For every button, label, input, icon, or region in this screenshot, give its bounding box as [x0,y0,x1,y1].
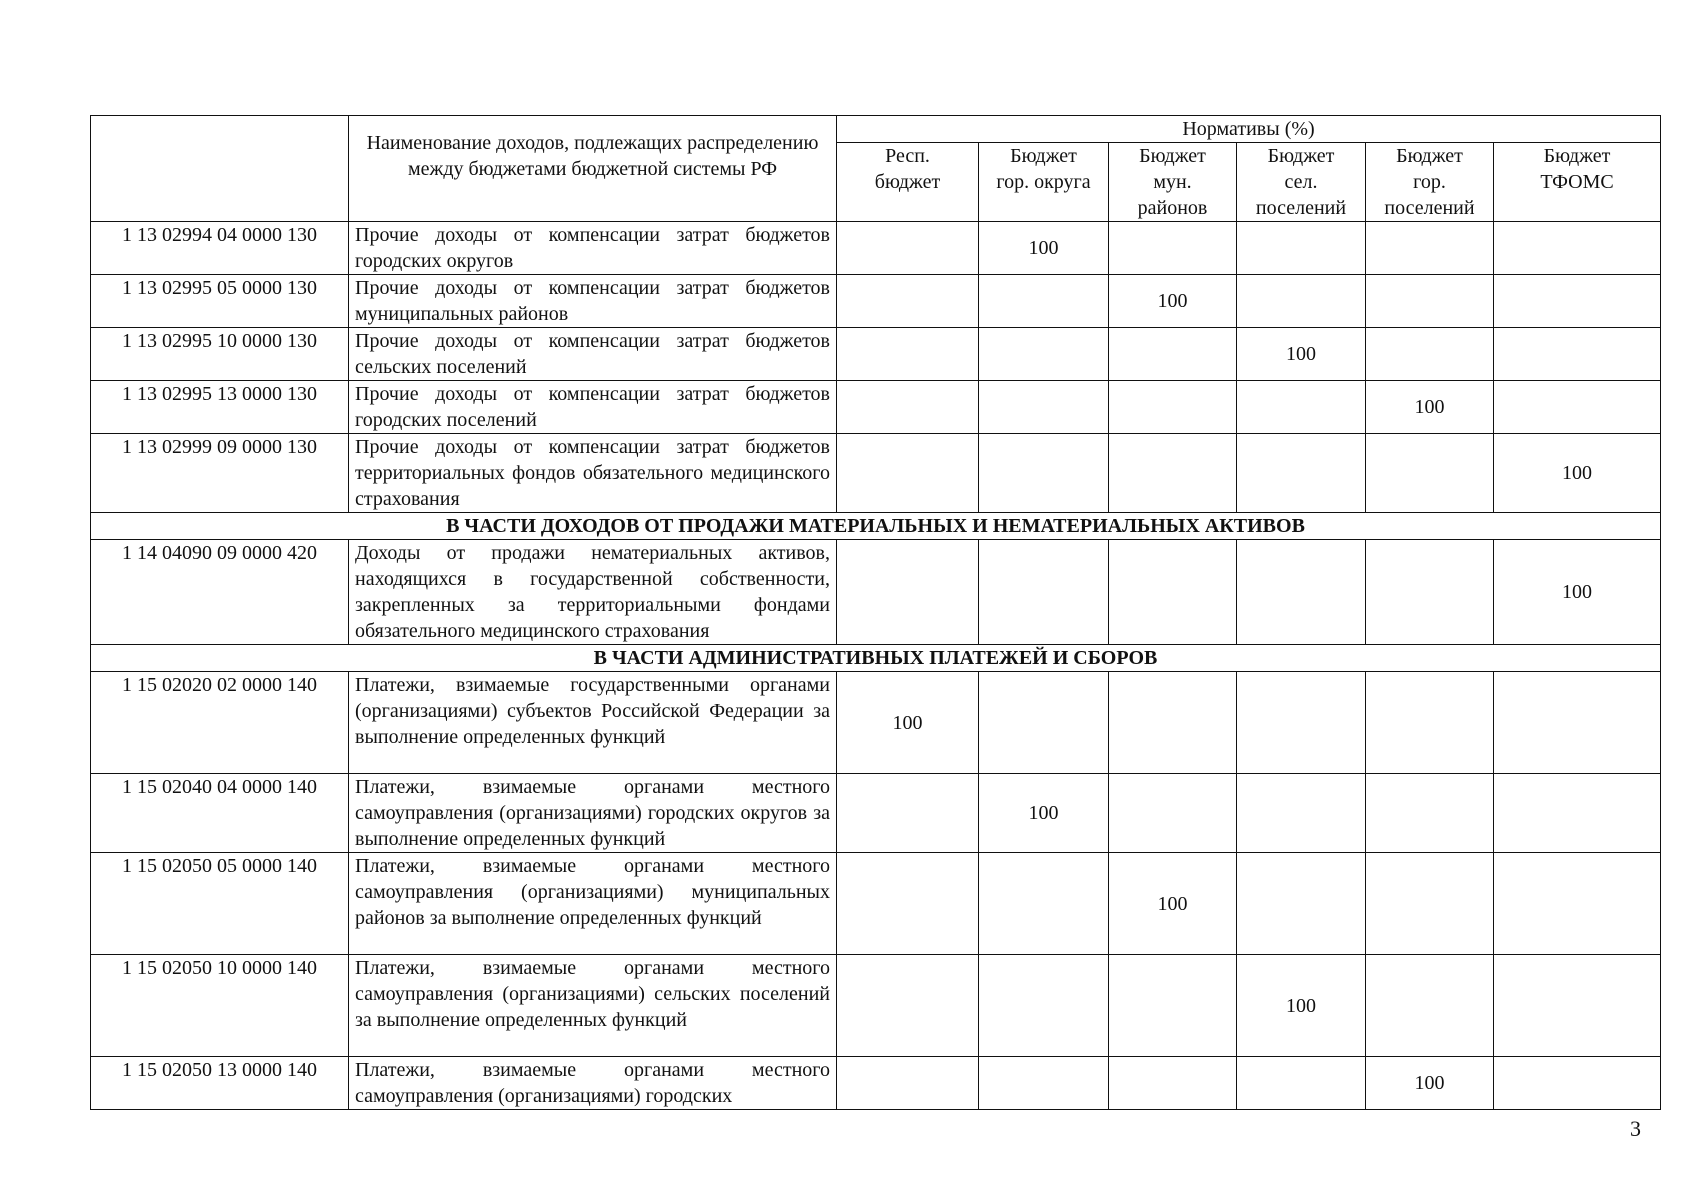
header-name-cell: Наименование доходов, подлежащих распределению между бюджетами бюджетной системы РФ [349,116,837,222]
norm-value [1494,955,1661,1057]
norm-value: 100 [979,774,1109,853]
norm-value [1366,672,1494,774]
income-name: Платежи, взимаемые органами местного самоуправления (организациями) муниципальных районов за выполнение определенных функций [349,853,837,955]
norm-value [837,381,979,434]
header-col-5 [1366,143,1494,222]
budget-norms-table [90,115,1661,1110]
norm-value: 100 [1366,381,1494,434]
norm-value [1237,434,1366,513]
header-col-text: гор. округа [996,171,1091,193]
income-name: Платежи, взимаемые органами местного самоуправления (организациями) городских [349,1057,837,1110]
header-norms-group: Нормативы (%) [837,116,1661,143]
norm-value [979,381,1109,434]
norm-value [1366,275,1494,328]
income-code: 1 15 02040 04 0000 140 [91,774,349,853]
table-row [91,1057,1661,1110]
header-col-text: поселений [1384,197,1475,219]
norm-value [1366,955,1494,1057]
table-row [91,853,1661,955]
norm-value [1494,774,1661,853]
norm-value [1366,328,1494,381]
norm-value [979,853,1109,955]
income-name: Прочие доходы от компенсации затрат бюджетов сельских поселений [349,328,837,381]
norm-value [837,222,979,275]
norm-value [837,328,979,381]
income-code: 1 15 02050 10 0000 140 [91,955,349,1057]
norm-value [979,434,1109,513]
norm-value [1366,222,1494,275]
norm-value [979,1057,1109,1110]
income-code: 1 13 02999 09 0000 130 [91,434,349,513]
norm-value: 100 [1237,955,1366,1057]
table-row [91,328,1661,381]
norm-value [1109,774,1237,853]
norm-value: 100 [1366,1057,1494,1110]
income-name: Платежи, взимаемые органами местного самоуправления (организациями) сельских поселений за выполнение определенных функций [349,955,837,1057]
norm-value [837,434,979,513]
norm-value: 100 [837,672,979,774]
table-row [91,381,1661,434]
header-col-3 [1109,143,1237,222]
income-code: 1 14 04090 09 0000 420 [91,540,349,645]
header-row-1 [91,116,1661,143]
income-code: 1 13 02994 04 0000 130 [91,222,349,275]
income-name: Платежи, взимаемые органами местного самоуправления (организациями) городских округов за выполнение определенных функций [349,774,837,853]
norm-value [979,328,1109,381]
header-col-text: поселений [1255,197,1347,219]
norm-value: 100 [1109,853,1237,955]
header-col-4 [1237,143,1366,222]
header-col-text: бюджет [874,171,941,193]
table-row [91,222,1661,275]
norm-value [837,853,979,955]
header-col-text: районов [1137,197,1208,219]
norm-value [1366,853,1494,955]
page-number: 3 [1630,1116,1641,1141]
norm-value [1109,672,1237,774]
norm-value [1109,434,1237,513]
header-col-text: Бюджет [1010,145,1077,167]
norm-value [837,774,979,853]
norm-value [1109,328,1237,381]
norm-value [1494,1057,1661,1110]
norm-value [837,1057,979,1110]
header-col-text: гор. [1413,171,1446,193]
norm-value [1109,540,1237,645]
norm-value [1237,672,1366,774]
norm-value [1237,853,1366,955]
norm-value [1494,853,1661,955]
income-name: Прочие доходы от компенсации затрат бюджетов городских округов [349,222,837,275]
header-col-text: ТФОМС [1540,171,1614,193]
section-title: В ЧАСТИ АДМИНИСТРАТИВНЫХ ПЛАТЕЖЕЙ И СБОРОВ [91,645,1661,672]
income-code: 1 15 02050 13 0000 140 [91,1057,349,1110]
header-col-1 [837,143,979,222]
norm-value [1494,222,1661,275]
header-col-text: Респ. [885,145,930,167]
income-name: Прочие доходы от компенсации затрат бюджетов муниципальных районов [349,275,837,328]
header-col-6 [1494,143,1661,222]
norm-value: 100 [1494,434,1661,513]
income-name: Прочие доходы от компенсации затрат бюджетов городских поселений [349,381,837,434]
income-code: 1 13 02995 13 0000 130 [91,381,349,434]
norm-value [979,540,1109,645]
header-col-text: сел. [1284,171,1318,193]
section-row [91,645,1661,672]
norm-value [1109,381,1237,434]
header-col-2 [979,143,1109,222]
income-code: 1 15 02020 02 0000 140 [91,672,349,774]
income-code: 1 13 02995 05 0000 130 [91,275,349,328]
norm-value [979,955,1109,1057]
section-title: В ЧАСТИ ДОХОДОВ ОТ ПРОДАЖИ МАТЕРИАЛЬНЫХ И НЕМАТЕРИАЛЬНЫХ АКТИВОВ [91,513,1661,540]
norm-value [1237,222,1366,275]
section-row [91,513,1661,540]
header-col-text: Бюджет [1396,145,1463,167]
norm-value [1366,434,1494,513]
norm-value [1494,328,1661,381]
header-col-text: Бюджет [1543,145,1611,167]
table-row [91,434,1661,513]
table-row [91,672,1661,774]
norm-value: 100 [979,222,1109,275]
table-row [91,540,1661,645]
income-code: 1 15 02050 05 0000 140 [91,853,349,955]
norm-value [837,540,979,645]
table-body [91,116,1661,1110]
norm-value [1237,275,1366,328]
income-name: Прочие доходы от компенсации затрат бюджетов территориальных фондов обязательного медицинского страхования [349,434,837,513]
income-code: 1 13 02995 10 0000 130 [91,328,349,381]
norm-value [1109,222,1237,275]
norm-value [1109,955,1237,1057]
norm-value: 100 [1494,540,1661,645]
norm-value [1237,774,1366,853]
header-col-text: Бюджет [1139,145,1206,167]
norm-value [979,275,1109,328]
norm-value [1494,381,1661,434]
norm-value [1237,381,1366,434]
norm-value: 100 [1237,328,1366,381]
header-code-cell [91,116,349,222]
norm-value [1366,774,1494,853]
norm-value [1109,1057,1237,1110]
norm-value [837,275,979,328]
table-row [91,955,1661,1057]
header-col-text: мун. [1153,171,1192,193]
norm-value [1494,672,1661,774]
table-row [91,774,1661,853]
norm-value: 100 [1109,275,1237,328]
norm-value [1366,540,1494,645]
norm-value [1494,275,1661,328]
norm-value [979,672,1109,774]
norm-value [1237,540,1366,645]
income-name: Доходы от продажи нематериальных активов, находящихся в государственной собственности, закрепленных за территориальными фондами обязательного медицинского страхования [349,540,837,645]
table-row [91,275,1661,328]
income-name: Платежи, взимаемые государственными органами (организациями) субъектов Российской Федерации за выполнение определенных функций [349,672,837,774]
norm-value [837,955,979,1057]
header-col-text: Бюджет [1267,145,1335,167]
norm-value [1237,1057,1366,1110]
